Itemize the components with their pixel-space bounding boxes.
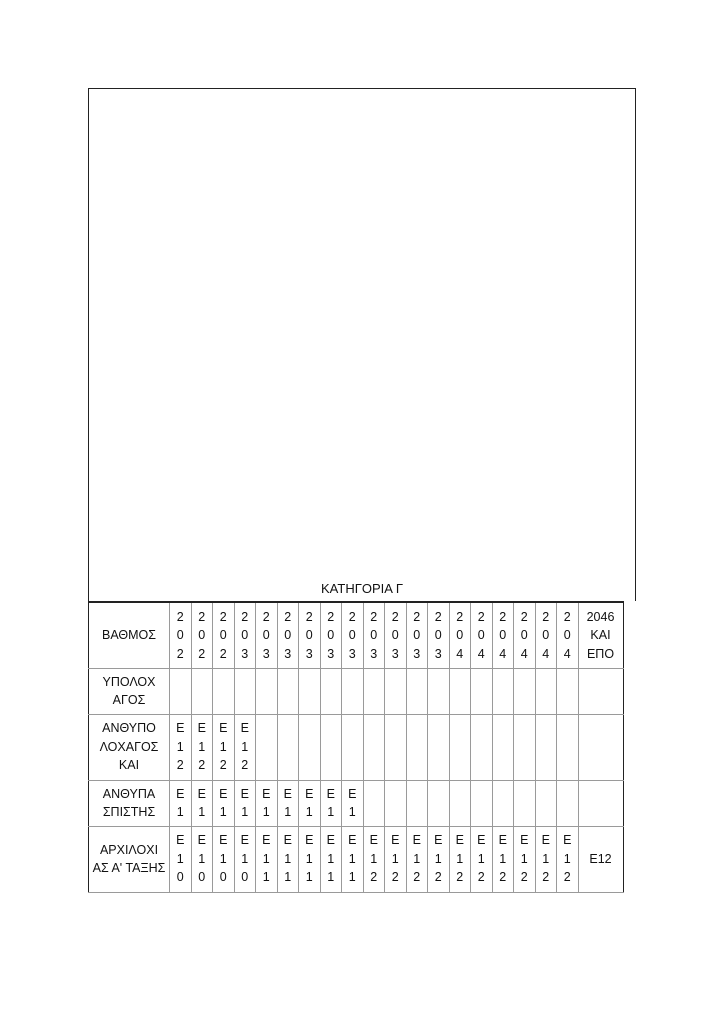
grid-value: Ε11 xyxy=(326,833,335,885)
year-header-cell xyxy=(299,602,321,668)
grid-cell xyxy=(363,826,385,892)
year-header-cell xyxy=(342,602,364,668)
last-column-cell xyxy=(578,714,623,780)
grid-cell xyxy=(492,714,514,780)
year-header-cell xyxy=(385,602,407,668)
year-header-cell xyxy=(428,602,450,668)
year-header-cell xyxy=(492,602,514,668)
grid-value: Ε12 xyxy=(541,833,550,885)
grid-cell xyxy=(535,826,557,892)
grid-value: Ε1 xyxy=(305,786,314,819)
grid-value: Ε12 xyxy=(197,721,206,773)
year-header-cell xyxy=(449,602,471,668)
grid-value: Ε11 xyxy=(262,833,271,885)
rank-cell xyxy=(89,780,170,826)
grid-cell xyxy=(363,668,385,714)
grid-cell xyxy=(557,826,579,892)
grid-value: Ε1 xyxy=(326,786,335,819)
rank-cell xyxy=(89,826,170,892)
grid-cell xyxy=(342,826,364,892)
grid-cell xyxy=(535,780,557,826)
grid-cell xyxy=(170,780,192,826)
last-column-cell xyxy=(578,826,623,892)
grid-value: Ε1 xyxy=(240,786,249,819)
year-header-cell xyxy=(234,602,256,668)
grid-value: Ε1 xyxy=(197,786,206,819)
grid-cell xyxy=(449,714,471,780)
grid-value: Ε1 xyxy=(283,786,292,819)
grid-cell xyxy=(557,668,579,714)
rank-cell xyxy=(89,668,170,714)
grid-value: Ε12 xyxy=(412,833,421,885)
grid-cell xyxy=(277,668,299,714)
year-header-cell xyxy=(406,602,428,668)
year-label: 203 xyxy=(262,609,270,661)
grid-cell xyxy=(320,826,342,892)
grid-value: Ε12 xyxy=(434,833,443,885)
table-row xyxy=(89,780,624,826)
year-label: 202 xyxy=(219,609,227,661)
grid-cell xyxy=(234,668,256,714)
rank-label: ΥΠΟΛΟΧ ΑΓΟΣ xyxy=(102,674,156,707)
year-header-cell xyxy=(557,602,579,668)
year-label: 204 xyxy=(499,609,507,661)
table-row xyxy=(89,826,624,892)
grid-cell xyxy=(363,780,385,826)
grid-cell xyxy=(299,714,321,780)
rank-label: ΑΝΘΥΠΑ ΣΠΙΣΤΗΣ xyxy=(102,786,156,819)
grid-value: Ε12 xyxy=(391,833,400,885)
year-header-cell xyxy=(535,602,557,668)
year-label: 203 xyxy=(434,609,442,661)
grid-cell xyxy=(471,714,493,780)
grid-cell xyxy=(471,826,493,892)
grid-cell xyxy=(471,668,493,714)
grid-cell xyxy=(406,714,428,780)
grid-cell xyxy=(406,780,428,826)
last-column-cell xyxy=(578,668,623,714)
grid-cell xyxy=(342,668,364,714)
grid-cell xyxy=(213,826,235,892)
grid-cell xyxy=(256,668,278,714)
grid-cell xyxy=(320,780,342,826)
grid-cell xyxy=(492,668,514,714)
grid-cell xyxy=(191,780,213,826)
year-label: 203 xyxy=(370,609,378,661)
grid-cell xyxy=(492,826,514,892)
grid-cell xyxy=(213,780,235,826)
grid-cell xyxy=(535,714,557,780)
grid-cell xyxy=(320,714,342,780)
grid-value: Ε12 xyxy=(240,721,249,773)
grid-value: Ε1 xyxy=(176,786,185,819)
grid-cell xyxy=(234,780,256,826)
grid-cell xyxy=(277,780,299,826)
grid-value: Ε10 xyxy=(197,833,206,885)
grid-value: Ε12 xyxy=(498,833,507,885)
grid-cell xyxy=(385,668,407,714)
grid-cell xyxy=(191,826,213,892)
rank-label: ΑΡΧΙΛΟΧΙ ΑΣ Α' ΤΑΞΗΣ xyxy=(92,842,166,875)
rank-cell xyxy=(89,714,170,780)
grid-value: Ε11 xyxy=(305,833,314,885)
grid-cell xyxy=(514,668,536,714)
grid-cell xyxy=(428,826,450,892)
page-frame xyxy=(88,88,636,601)
grid-cell xyxy=(514,714,536,780)
grid-cell xyxy=(320,668,342,714)
year-label: 203 xyxy=(348,609,356,661)
year-label: 204 xyxy=(456,609,464,661)
grid-value: Ε12 xyxy=(563,833,572,885)
grid-cell xyxy=(256,780,278,826)
grid-value: Ε12 xyxy=(520,833,529,885)
grid-cell xyxy=(299,780,321,826)
grid-cell xyxy=(277,826,299,892)
year-label: 203 xyxy=(305,609,313,661)
grid-cell xyxy=(342,780,364,826)
grid-cell xyxy=(213,668,235,714)
grid-value: Ε1 xyxy=(348,786,357,819)
grid-cell xyxy=(234,826,256,892)
grid-cell xyxy=(535,668,557,714)
year-header-cell xyxy=(471,602,493,668)
year-label: 204 xyxy=(563,609,571,661)
year-label: 204 xyxy=(520,609,528,661)
year-label: 203 xyxy=(391,609,399,661)
rank-column-header xyxy=(89,602,170,668)
category-title: ΚΑΤΗΓΟΡΙΑ Γ xyxy=(321,581,403,596)
grid-cell xyxy=(342,714,364,780)
table-row xyxy=(89,668,624,714)
grid-cell xyxy=(299,668,321,714)
grid-cell xyxy=(170,826,192,892)
year-label: 203 xyxy=(241,609,249,661)
grid-value: Ε10 xyxy=(240,833,249,885)
grid-cell xyxy=(170,668,192,714)
year-label: 204 xyxy=(477,609,485,661)
grid-value: Ε1 xyxy=(219,786,228,819)
grid-cell xyxy=(449,780,471,826)
year-header-cell xyxy=(213,602,235,668)
grid-value: Ε12 xyxy=(455,833,464,885)
year-header-cell xyxy=(256,602,278,668)
grid-cell xyxy=(256,826,278,892)
grid-value: Ε12 xyxy=(477,833,486,885)
grid-value: Ε11 xyxy=(348,833,357,885)
year-header-cell xyxy=(320,602,342,668)
grid-cell xyxy=(471,780,493,826)
year-label: 202 xyxy=(176,609,184,661)
year-header-cell xyxy=(277,602,299,668)
grid-cell xyxy=(385,714,407,780)
year-label: 204 xyxy=(542,609,550,661)
year-header-cell xyxy=(191,602,213,668)
year-label: 203 xyxy=(327,609,335,661)
grid-value: Ε12 xyxy=(369,833,378,885)
year-label: 203 xyxy=(284,609,292,661)
grid-cell xyxy=(277,714,299,780)
grid-value: Ε12 xyxy=(219,721,228,773)
year-header-cell xyxy=(514,602,536,668)
grid-value: Ε10 xyxy=(176,833,185,885)
last-column-header xyxy=(578,602,623,668)
last-column-value: Ε12 xyxy=(589,851,612,866)
grid-cell xyxy=(406,826,428,892)
year-label: 203 xyxy=(413,609,421,661)
grid-cell xyxy=(256,714,278,780)
grid-cell xyxy=(514,780,536,826)
rank-year-table xyxy=(88,601,624,893)
grid-cell xyxy=(363,714,385,780)
grid-cell xyxy=(170,714,192,780)
grid-cell xyxy=(385,826,407,892)
grid-value: Ε10 xyxy=(219,833,228,885)
grid-cell xyxy=(406,668,428,714)
grid-cell xyxy=(428,714,450,780)
rank-label: ΑΝΘΥΠΟ ΛΟΧΑΓΟΣ ΚΑΙ xyxy=(99,721,159,773)
grid-cell xyxy=(299,826,321,892)
year-header-cell xyxy=(170,602,192,668)
grid-cell xyxy=(234,714,256,780)
grid-cell xyxy=(191,714,213,780)
grid-cell xyxy=(557,780,579,826)
last-column-label: 2046 ΚΑΙ ΕΠΟ xyxy=(586,609,615,661)
rank-column-label: ΒΑΘΜΟΣ xyxy=(102,628,156,642)
grid-value: Ε12 xyxy=(176,721,185,773)
last-column-cell xyxy=(578,780,623,826)
table-header-row xyxy=(89,602,624,668)
year-label: 202 xyxy=(198,609,206,661)
year-header-cell xyxy=(363,602,385,668)
grid-cell xyxy=(557,714,579,780)
grid-cell xyxy=(492,780,514,826)
grid-cell xyxy=(191,668,213,714)
grid-cell xyxy=(385,780,407,826)
grid-value: Ε1 xyxy=(262,786,271,819)
grid-cell xyxy=(449,826,471,892)
table-row xyxy=(89,714,624,780)
grid-cell xyxy=(428,668,450,714)
grid-value: Ε11 xyxy=(283,833,292,885)
grid-cell xyxy=(213,714,235,780)
grid-cell xyxy=(428,780,450,826)
grid-cell xyxy=(449,668,471,714)
grid-cell xyxy=(514,826,536,892)
